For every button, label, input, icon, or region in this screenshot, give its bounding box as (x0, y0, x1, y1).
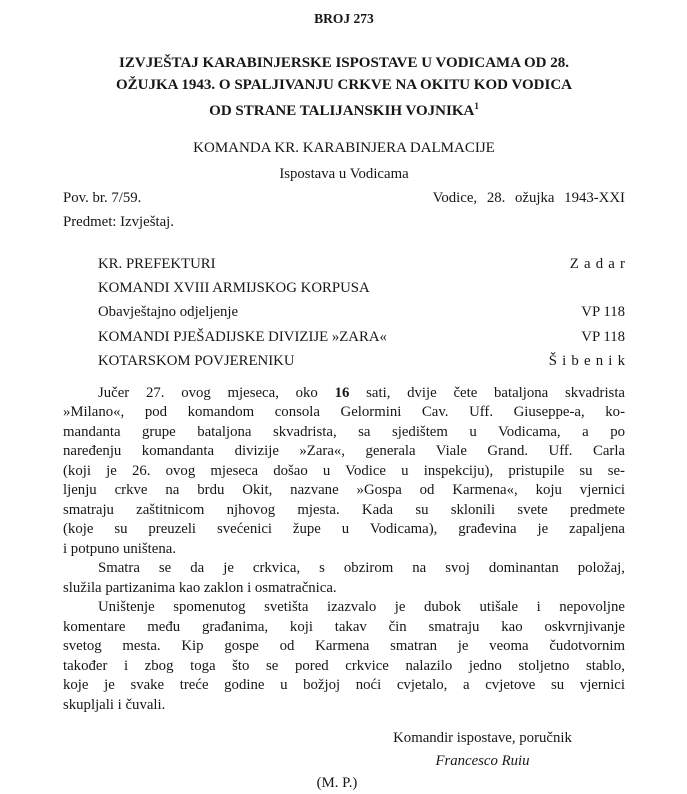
recipient-row (98, 300, 625, 324)
body-line: također i zbog toga što se pored crkvice nalazilo jedno stoljetno stablo, (63, 657, 625, 674)
body-line: smatraju zaštitnicom njhovog mjesta. Kada su sklonili svete predmete (63, 501, 625, 518)
body-line: Jučer 27. ovog mjeseca, oko 16 sati, dvije čete bataljona skvadrista (98, 384, 625, 401)
body-line: skupljali i čuvali. (63, 696, 166, 713)
body-line: mandanta grupe bataljona skvadrista, sa sjedištem u Vodicama, a po (63, 423, 625, 440)
seal-mark: (M. P.) (316, 775, 358, 792)
body-line: ljenju crkve na brdu Okit, nazvane »Gospa od Karmena«, koju vjernici (63, 482, 625, 499)
reference-row (63, 190, 625, 207)
document-title-line: OŽUJKA 1943. O SPALJIVANJU CRKVE NA OKITU KOD VODICA (115, 76, 572, 93)
document-title-line: OD STRANE TALIJANSKIH VOJNIKA$^1$ (209, 101, 479, 119)
recipient-row (98, 325, 625, 349)
body-line: Smatra se da je crkvica, s obzirom na svoj dominantan položaj, (98, 560, 625, 577)
paragraph-1 (63, 384, 625, 560)
recipient-label: Obavještajno odjeljenje (98, 304, 239, 321)
body-line: i potpuno uništena. (63, 540, 177, 557)
recipient-label: KOMANDI PJEŠADIJSKE DIVIZIJE »ZARA« (98, 328, 387, 345)
signature-title: Komandir ispostave, poručnik (393, 730, 572, 747)
recipient-location: Zadar (569, 255, 631, 272)
body-line: (koje su preuzeli svećenici župe u Vodicama), građevina je zapaljena (63, 521, 625, 538)
bold-text: 16 (334, 384, 350, 401)
recipient-location: VP 118 (581, 328, 625, 345)
document-number: BROJ 273 (314, 11, 374, 26)
document-title-line: IZVJEŠTAJ KARABINJERSKE ISPOSTAVE U VODICAMA OD 28. (119, 55, 569, 71)
place-date: Vodice, 28. ožujka 1943-XXI (432, 189, 625, 206)
paragraph-3 (63, 598, 625, 715)
reference-number: Pov. br. 7/59. (63, 189, 142, 206)
recipient-row (98, 276, 625, 300)
document-title (63, 53, 625, 123)
footnote-marker: 1 (474, 101, 479, 111)
subject-line: Predmet: Izvještaj. (63, 213, 174, 230)
signature-name: Francesco Ruiu (435, 752, 530, 769)
body-line: Uništenje spomenutog svetišta izazvalo je dubok utišale i nepovoljne (98, 599, 625, 616)
body-line: komentare među građanima, koji takav čin smatraju kao oskvrnjivanje (63, 618, 625, 635)
body-line: »Milano«, pod komandom consola Gelormini Cav. Uff. Giuseppe-a, ko- (63, 404, 625, 421)
recipient-row (98, 349, 631, 373)
body-line: koje je svake treće godine u božjoj noći cvjetalo, a cvjetove su vjernici (63, 677, 625, 694)
body-line: svetog mesta. Kip gospe od Karmena smatran je veoma čudotvornim (63, 638, 625, 655)
body-line: služila partizanima kao zaklon i osmatračnica. (63, 579, 337, 596)
document-body (63, 384, 625, 716)
outpost-subheader: Ispostava u Vodicama (279, 165, 409, 182)
recipient-label: KOMANDI XVIII ARMIJSKOG KORPUSA (98, 279, 370, 296)
body-line: (koji je 26. ovog mjeseca došao u Vodice u inspekciju), pristupile su se- (63, 462, 625, 479)
command-header: KOMANDA KR. KARABINJERA DALMACIJE (193, 139, 495, 156)
recipient-row (98, 252, 631, 276)
paragraph-2 (63, 559, 625, 598)
recipient-label: KR. PREFEKTURI (98, 255, 216, 272)
body-line: naređenju komandanta divizije »Zara«, generala Viale Grand. Uff. Carla (63, 443, 625, 460)
recipient-label: KOTARSKOM POVJERENIKU (98, 353, 295, 370)
recipient-location: VP 118 (581, 304, 625, 321)
signature-block (340, 727, 625, 772)
recipients-list (98, 252, 631, 374)
recipient-location: Šibenik (548, 353, 631, 370)
